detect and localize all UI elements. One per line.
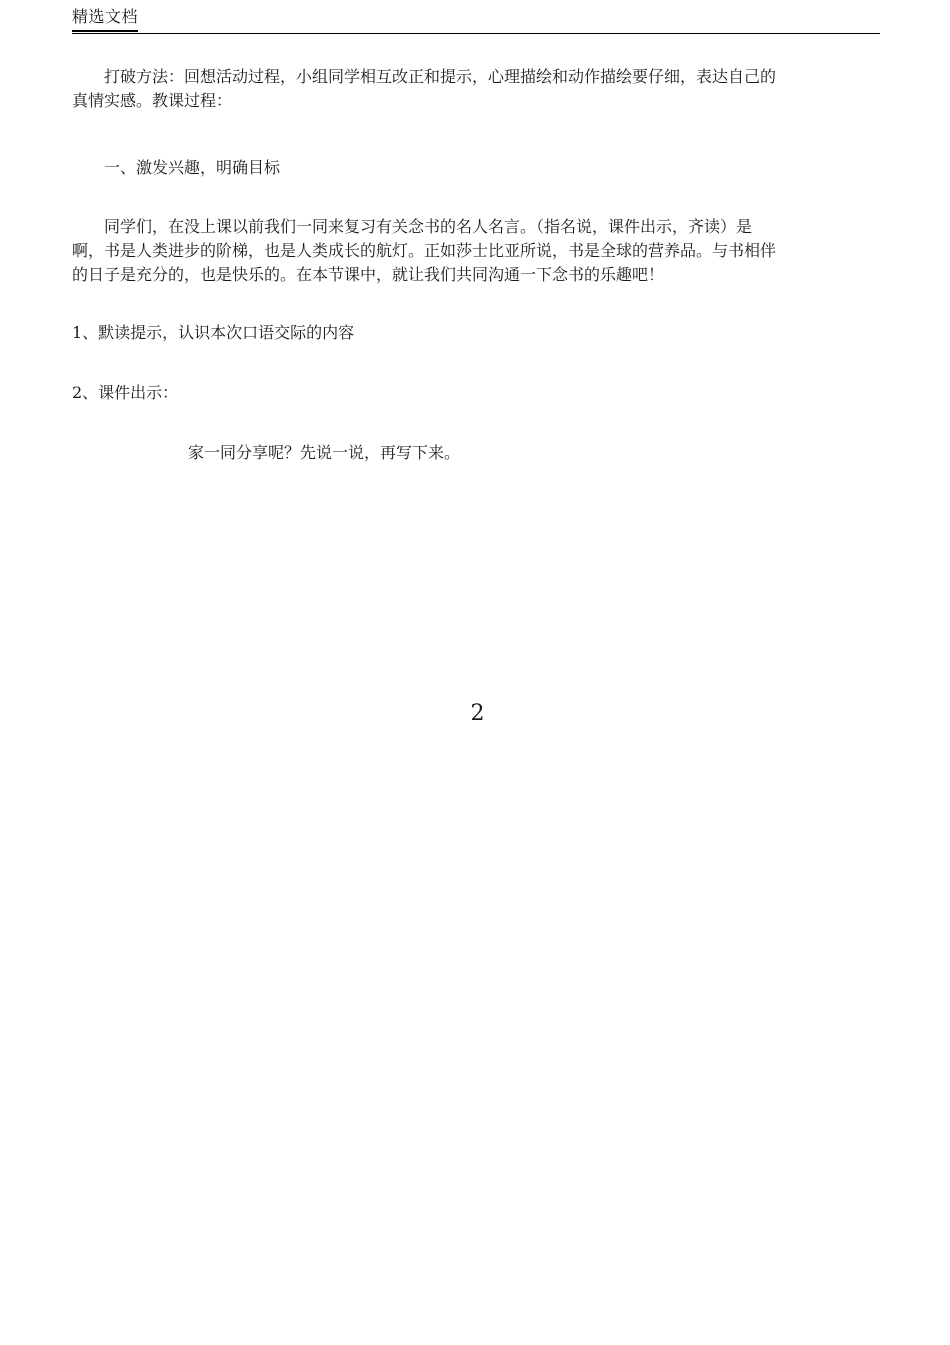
method-paragraph — [72, 65, 872, 113]
intro-line-3: 的日子是充分的，也是快乐的。在本节课中，就让我们共同沟通一下念书的乐趣吧！ — [72, 265, 665, 284]
method-line-1: 打破方法：回想活动过程，小组同学相互改正和提示，心理描绘和动作描绘要仔细，表达自己的 — [72, 67, 777, 86]
step-1: 1、默读提示，认识本次口语交际的内容 — [72, 323, 355, 342]
step-2-content: 家一同分享呢？先说一说，再写下来。 — [188, 443, 461, 462]
intro-paragraph — [72, 215, 872, 287]
header-rule — [72, 33, 880, 34]
header-label: 精选文档 — [72, 6, 138, 32]
step-2: 2、课件出示： — [72, 383, 179, 402]
intro-line-1: 同学们，在没上课以前我们一同来复习有关念书的名人名言。（指名说，课件出示，齐读）是 — [72, 217, 753, 236]
method-line-2: 真情实感。教课过程： — [72, 91, 233, 110]
page-number: 2 — [470, 701, 485, 726]
intro-line-2: 啊，书是人类进步的阶梯，也是人类成长的航灯。正如莎士比亚所说，书是全球的营养品。与书相伴 — [72, 241, 777, 260]
section-1-title: 一、激发兴趣，明确目标 — [72, 158, 281, 177]
